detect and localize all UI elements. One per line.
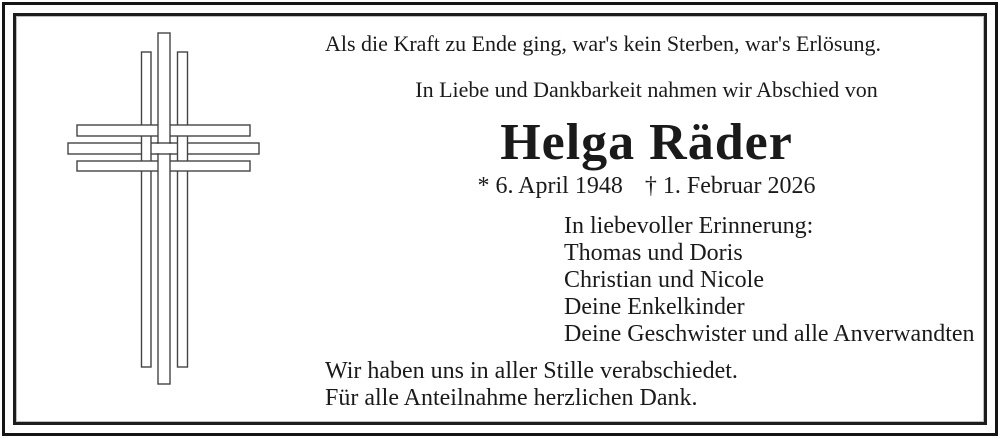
closing-line: Wir haben uns in aller Stille verabschiedet. <box>325 358 738 384</box>
mourner-line: Deine Geschwister und alle Anverwandten <box>564 321 975 347</box>
closing-line: Für alle Anteilnahme herzlichen Dank. <box>325 385 698 411</box>
cross-icon <box>58 25 270 393</box>
poem-line: Als die Kraft zu Ende ging, war's kein Sterben, war's Erlösung. <box>325 31 881 56</box>
death-date: † 1. Februar 2026 <box>644 173 816 199</box>
deceased-name: Helga Räder <box>500 114 793 171</box>
memorial-block <box>564 213 975 348</box>
intro-line: In Liebe und Dankbarkeit nahmen wir Abschied von <box>415 77 878 102</box>
mourner-line: Thomas und Doris <box>564 240 743 266</box>
birth-date: * 6. April 1948 <box>477 173 623 199</box>
memorial-heading: In liebevoller Erinnerung: <box>564 213 814 239</box>
closing-block <box>325 358 738 412</box>
life-dates <box>325 173 968 199</box>
mourner-line: Christian und Nicole <box>564 267 764 293</box>
mourner-line: Deine Enkelkinder <box>564 294 745 320</box>
